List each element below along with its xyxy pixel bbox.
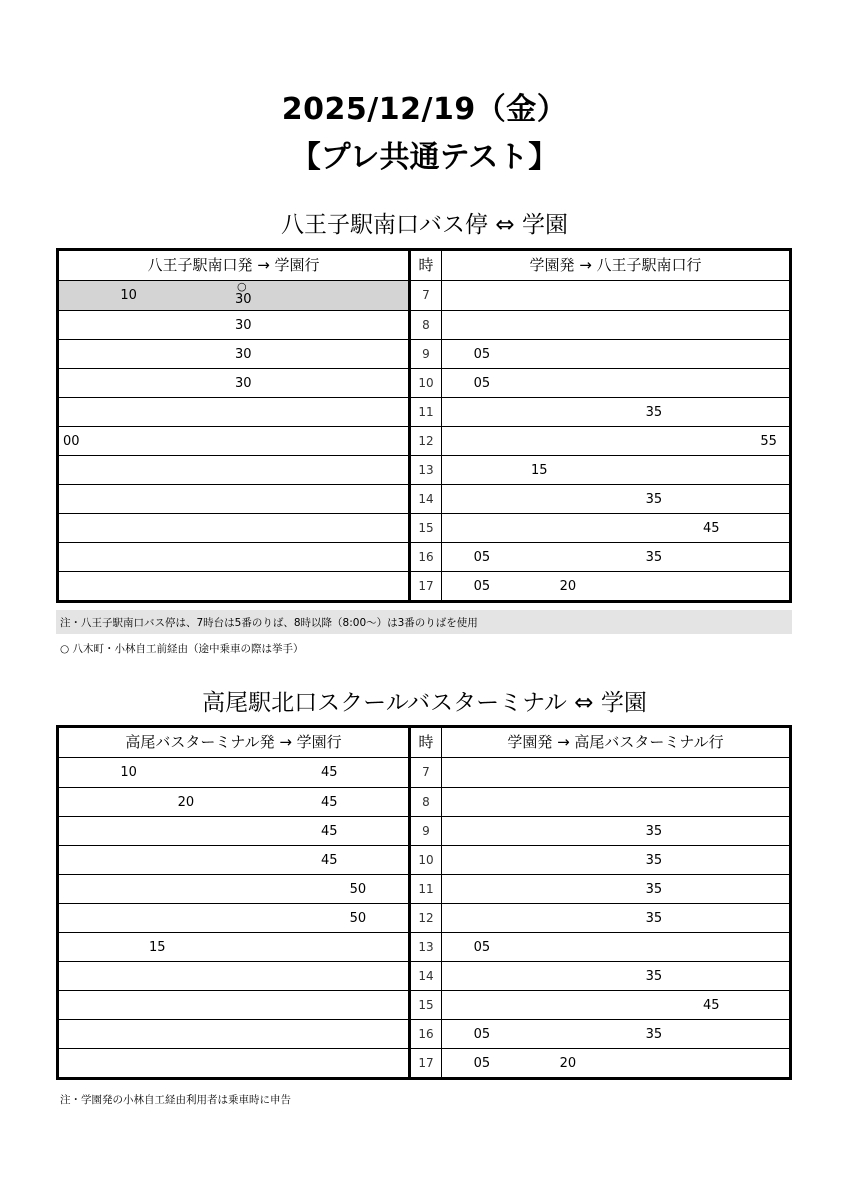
- departure-minute-inbound: 35: [645, 550, 663, 565]
- divider-line: [408, 251, 411, 600]
- col-header-outbound: 八王子駅南口発 → 学園行: [147, 256, 320, 274]
- hour-cell: 8: [422, 318, 430, 332]
- timetable-header: [59, 728, 789, 758]
- timetable-row: [59, 426, 789, 455]
- timetable-row: [59, 281, 789, 310]
- departure-minute-inbound: 35: [645, 853, 663, 868]
- departure-minute-inbound: 35: [645, 969, 663, 984]
- page-date-title: 2025/12/19（金）: [281, 92, 568, 127]
- via-mark: ○: [237, 280, 247, 293]
- departure-minute-inbound: 35: [645, 492, 663, 507]
- departure-minute-outbound: 30: [235, 376, 252, 391]
- departure-minute-outbound: 45: [321, 795, 338, 810]
- hour-cell: 17: [418, 1056, 434, 1070]
- hour-cell: 12: [418, 434, 434, 448]
- hour-cell: 17: [418, 579, 434, 593]
- timetable-row: [59, 845, 789, 874]
- departure-minute-outbound: 50: [349, 911, 367, 926]
- departure-minute-outbound: 45: [321, 853, 338, 868]
- departure-minute-inbound: 05: [473, 376, 491, 391]
- hour-cell: 15: [418, 521, 434, 535]
- route-title-takao: 高尾駅北口スクールバスターミナル ⇔ 学園: [202, 690, 647, 716]
- departure-minute-inbound: 35: [645, 405, 663, 420]
- timetable-row: [59, 903, 789, 932]
- hour-cell: 11: [418, 405, 434, 419]
- divider-line: [441, 251, 442, 600]
- row-highlight: [59, 281, 408, 310]
- timetable-row: [59, 484, 789, 513]
- route-title-hachioji: 八王子駅南口バス停 ⇔ 学園: [281, 212, 568, 238]
- hour-cell: 13: [418, 463, 434, 477]
- departure-minute-inbound: 35: [645, 882, 663, 897]
- timetable-row: [59, 368, 789, 397]
- departure-minute-outbound: 50: [349, 882, 367, 897]
- departure-minute-inbound: 05: [473, 579, 491, 594]
- departure-minute-inbound: 05: [473, 550, 491, 565]
- departure-minute-outbound: 45: [321, 765, 338, 780]
- hour-cell: 15: [418, 998, 434, 1012]
- note-platform: 注・八王子駅南口バス停は、7時台は5番のりば、8時以降（8:00～）は3番のりばを使用: [60, 617, 478, 629]
- departure-minute-inbound: 05: [473, 1027, 491, 1042]
- departure-minute-inbound: 05: [473, 347, 491, 362]
- timetable-row: [59, 542, 789, 571]
- departure-minute-inbound: 35: [645, 824, 663, 839]
- departure-minute-outbound: 15: [149, 940, 166, 955]
- departure-minute-inbound: 05: [473, 940, 491, 955]
- hour-cell: 14: [418, 969, 434, 983]
- hour-cell: 9: [422, 824, 430, 838]
- hour-cell: 11: [418, 882, 434, 896]
- hour-cell: 8: [422, 795, 430, 809]
- hour-cell: 10: [418, 376, 434, 390]
- col-header-inbound: 学園発 → 高尾バスターミナル行: [507, 733, 724, 751]
- hour-cell: 13: [418, 940, 434, 954]
- timetable-row: [59, 513, 789, 542]
- timetable-row: [59, 961, 789, 990]
- timetable-body: [59, 758, 789, 1077]
- page-event-title: 【プレ共通テスト】: [290, 140, 559, 175]
- note-via-route: ○ 八木町・小林自工前経由（途中乗車の際は挙手）: [60, 643, 304, 655]
- timetable-row: [59, 1048, 789, 1077]
- departure-minute-outbound: 00: [63, 434, 80, 449]
- hour-cell: 7: [422, 765, 430, 779]
- timetable-header: [59, 251, 789, 281]
- departure-minute-inbound: 45: [703, 521, 720, 536]
- col-header-hour: 時: [418, 733, 434, 751]
- hour-cell: 12: [418, 911, 434, 925]
- departure-minute-outbound: 20: [177, 795, 195, 810]
- departure-minute-inbound: 20: [559, 579, 577, 594]
- hour-cell: 14: [418, 492, 434, 506]
- timetable-takao: [56, 725, 792, 1080]
- departure-minute-inbound: 45: [703, 998, 720, 1013]
- departure-minute-outbound: 45: [321, 824, 338, 839]
- timetable-row: [59, 758, 789, 787]
- departure-minute-inbound: 05: [473, 1056, 491, 1071]
- departure-minute-inbound: 35: [645, 1027, 663, 1042]
- departure-minute-inbound: 20: [559, 1056, 577, 1071]
- timetable-row: [59, 397, 789, 426]
- hour-cell: 9: [422, 347, 430, 361]
- departure-minute-outbound: 30: [235, 292, 252, 307]
- hour-cell: 10: [418, 853, 434, 867]
- departure-minute-outbound: 10: [120, 765, 137, 780]
- timetable-row: [59, 990, 789, 1019]
- hour-cell: 7: [422, 288, 430, 302]
- departure-minute-outbound: 10: [120, 288, 137, 303]
- hour-cell: 16: [418, 1027, 434, 1041]
- timetable-row: [59, 310, 789, 339]
- departure-minute-inbound: 15: [531, 463, 548, 478]
- departure-minute-outbound: 30: [235, 318, 252, 333]
- timetable-row: [59, 816, 789, 845]
- timetable-row: [59, 787, 789, 816]
- departure-minute-outbound: 30: [235, 347, 252, 362]
- timetable-row: [59, 455, 789, 484]
- timetable-row: [59, 874, 789, 903]
- col-header-outbound: 高尾バスターミナル発 → 学園行: [125, 733, 342, 751]
- hour-cell: 16: [418, 550, 434, 564]
- timetable-body: [59, 281, 789, 600]
- timetable-row: [59, 932, 789, 961]
- note-takao: 注・学園発の小林自工経由利用者は乗車時に申告: [60, 1094, 291, 1106]
- col-header-hour: 時: [418, 256, 434, 274]
- divider-line: [408, 728, 411, 1077]
- departure-minute-inbound: 55: [760, 434, 777, 449]
- timetable-row: [59, 339, 789, 368]
- timetable-row: [59, 571, 789, 600]
- timetable-row: [59, 1019, 789, 1048]
- divider-line: [441, 728, 442, 1077]
- departure-minute-inbound: 35: [645, 911, 663, 926]
- timetable-hachioji: [56, 248, 792, 603]
- col-header-inbound: 学園発 → 八王子駅南口行: [529, 256, 702, 274]
